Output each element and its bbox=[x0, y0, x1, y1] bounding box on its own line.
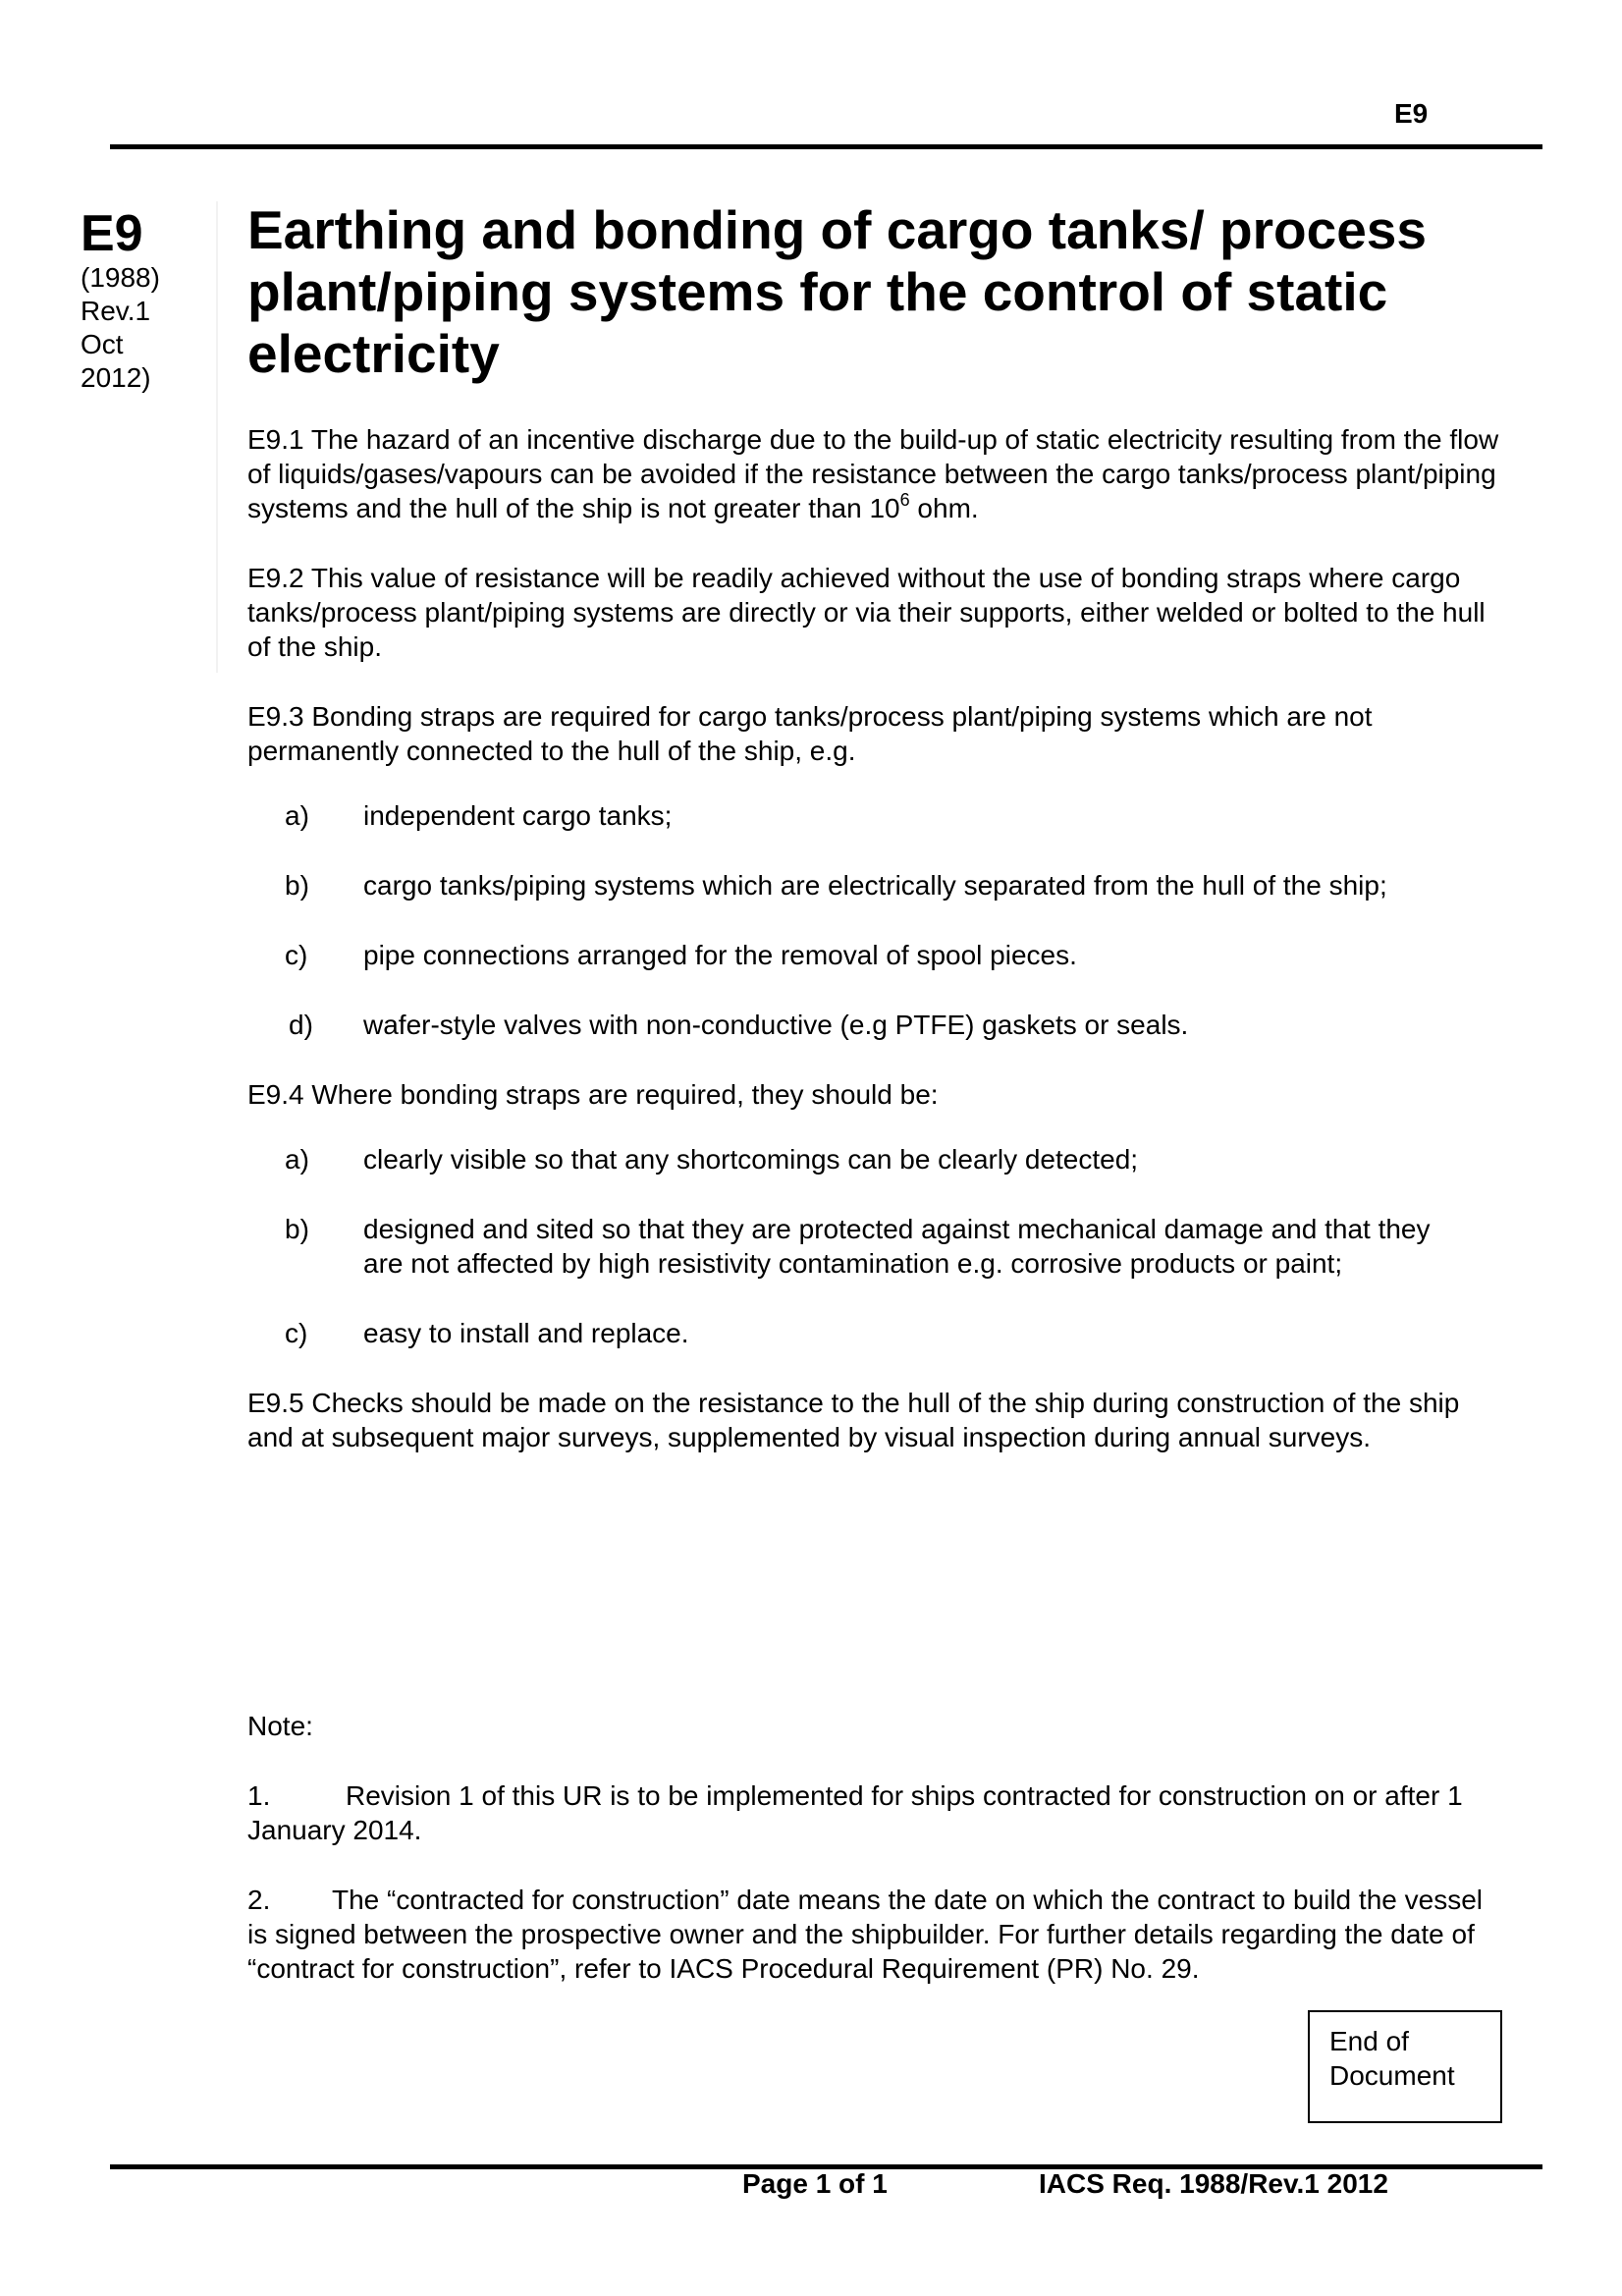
list-text: independent cargo tanks; bbox=[363, 800, 673, 831]
requirement-year: (1988) bbox=[81, 262, 160, 293]
requirement-code: E9 bbox=[81, 205, 143, 262]
list-item bbox=[247, 938, 1504, 972]
section-e9-4-intro: E9.4 Where bonding straps are required, they should be: bbox=[247, 1079, 939, 1110]
list-marker: d) bbox=[289, 1010, 313, 1040]
list-text: cargo tanks/piping systems which are electrically separated from the hull of the ship; bbox=[363, 870, 1387, 901]
note-text: The “contracted for construction” date means the date on which the contract to build the vessel is signed between the prospective owner and the shipbuilder. For further details regarding the date of “contract for construction”, refer to IACS Procedural Requirement (PR) No. 29. bbox=[247, 1885, 1483, 1984]
list-marker: a) bbox=[285, 800, 309, 831]
end-of-document-box bbox=[1308, 2010, 1502, 2123]
section-e9-1-exponent: 6 bbox=[899, 490, 910, 510]
section-e9-3-list bbox=[247, 798, 1504, 1042]
list-item bbox=[247, 1008, 1504, 1042]
note-item bbox=[247, 1883, 1494, 1986]
list-item bbox=[247, 1142, 1504, 1176]
note-text: Revision 1 of this UR is to be implemented for ships contracted for construction on or after 1 January 2014. bbox=[247, 1780, 1463, 1845]
section-e9-2: E9.2 This value of resistance will be readily achieved without the use of bonding straps where cargo tanks/process plant/piping systems are directly or via their supports, either welded or bolted to the hull of the ship. bbox=[247, 563, 1486, 662]
requirement-rev-year: 2012) bbox=[81, 362, 151, 393]
list-text: clearly visible so that any shortcomings can be clearly detected; bbox=[363, 1144, 1139, 1175]
note-item bbox=[247, 1778, 1494, 1847]
list-marker: c) bbox=[285, 940, 308, 970]
list-item bbox=[247, 1212, 1504, 1281]
requirement-month: Oct bbox=[81, 329, 124, 359]
main-content bbox=[247, 199, 1504, 1490]
list-text: easy to install and replace. bbox=[363, 1318, 689, 1348]
section-e9-1 bbox=[247, 422, 1504, 525]
list-item bbox=[247, 1316, 1504, 1350]
footer-page-number: Page 1 of 1 bbox=[742, 2168, 888, 2199]
list-marker: b) bbox=[285, 870, 309, 901]
document-title: Earthing and bonding of cargo tanks/ process plant/piping systems for the control of static electricity bbox=[247, 199, 1427, 384]
list-item bbox=[247, 798, 1504, 833]
list-marker: a) bbox=[285, 1144, 309, 1175]
note-number: 2. bbox=[247, 1885, 271, 1915]
list-text: pipe connections arranged for the removal of spool pieces. bbox=[363, 940, 1077, 970]
end-of-document-line1: End of bbox=[1329, 2026, 1409, 2056]
header-rule bbox=[110, 144, 1542, 149]
note-block bbox=[247, 1709, 1504, 2021]
end-of-document-line2: Document bbox=[1329, 2060, 1455, 2091]
footer-reference: IACS Req. 1988/Rev.1 2012 bbox=[1039, 2168, 1388, 2199]
section-e9-1-unit: ohm. bbox=[909, 493, 979, 523]
list-marker: b) bbox=[285, 1214, 309, 1244]
list-text: designed and sited so that they are protected against mechanical damage and that they are not affected by high resistivity contamination e.g. corrosive products or paint; bbox=[363, 1214, 1431, 1279]
requirement-revision: Rev.1 bbox=[81, 296, 151, 326]
list-item bbox=[247, 868, 1504, 902]
list-text: wafer-style valves with non-conductive (e.g PTFE) gaskets or seals. bbox=[363, 1010, 1189, 1040]
section-e9-5: E9.5 Checks should be made on the resistance to the hull of the ship during construction of the ship and at subsequent major surveys, supplemented by visual inspection during annual surveys. bbox=[247, 1388, 1460, 1452]
section-e9-4-list bbox=[247, 1142, 1504, 1350]
side-divider bbox=[216, 201, 218, 673]
note-title: Note: bbox=[247, 1711, 313, 1741]
requirement-id-block bbox=[81, 206, 189, 395]
section-e9-1-text: E9.1 The hazard of an incentive discharge due to the build-up of static electricity resulting from the flow of liquids/gases/vapours can be avoided if the resistance between the cargo tanks/process plant/piping systems and the hull of the ship is not greater than 10 bbox=[247, 424, 1499, 523]
note-number: 1. bbox=[247, 1780, 271, 1811]
page-header-label: E9 bbox=[1394, 98, 1429, 129]
section-e9-3-intro: E9.3 Bonding straps are required for cargo tanks/process plant/piping systems which are not permanently connected to the hull of the ship, e.g. bbox=[247, 701, 1373, 766]
list-marker: c) bbox=[285, 1318, 308, 1348]
